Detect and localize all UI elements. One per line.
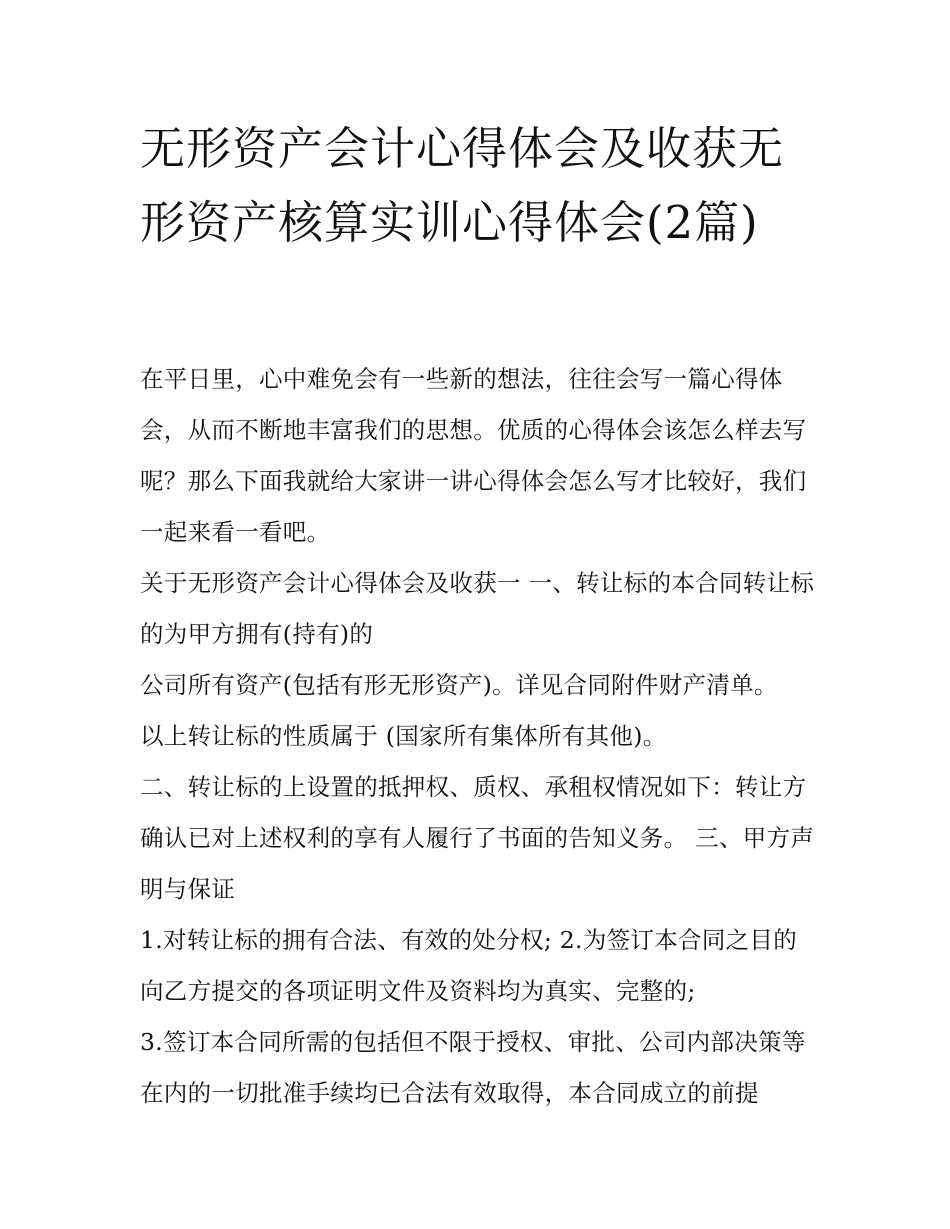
paragraph-intro: 在平日里，心中难免会有一些新的想法，往往会写一篇心得体会，从而不断地丰富我们的思想。优质的心得体会该怎么样去写呢？那么下面我就给大家讲一讲心得体会怎么写才比较好，我们一起来看一看吧。 — [140, 365, 807, 546]
paragraph-company-assets: 公司所有资产(包括有形无形资产)。详见合同附件财产清单。 — [140, 671, 778, 699]
document-title: 无形资产会计心得体会及收获无形资产核算实训心得体会(2篇) — [140, 122, 785, 249]
document-body — [140, 354, 820, 1119]
paragraph-warranty-1-2: 1.对转让标的拥有合法、有效的处分权; 2.为签订本合同之目的向乙方提交的各项证明文件及资料均为真实、完整的; — [140, 926, 798, 1005]
paragraph-transfer-subject: 关于无形资产会计心得体会及收获一 一、转让标的本合同转让标的为甲方拥有(持有)的 — [140, 569, 815, 648]
paragraph-ownership-nature: 以上转让标的性质属于 (国家所有集体所有其他)。 — [140, 722, 667, 750]
paragraph-encumbrances: 二、转让标的上设置的抵押权、质权、承租权情况如下：转让方确认已对上述权利的享有人履行了书面的告知义务。 三、甲方声明与保证 — [140, 773, 815, 903]
paragraph-warranty-3: 3.签订本合同所需的包括但不限于授权、审批、公司内部决策等在内的一切批准手续均已合法有效取得，本合同成立的前提 — [140, 1028, 806, 1107]
